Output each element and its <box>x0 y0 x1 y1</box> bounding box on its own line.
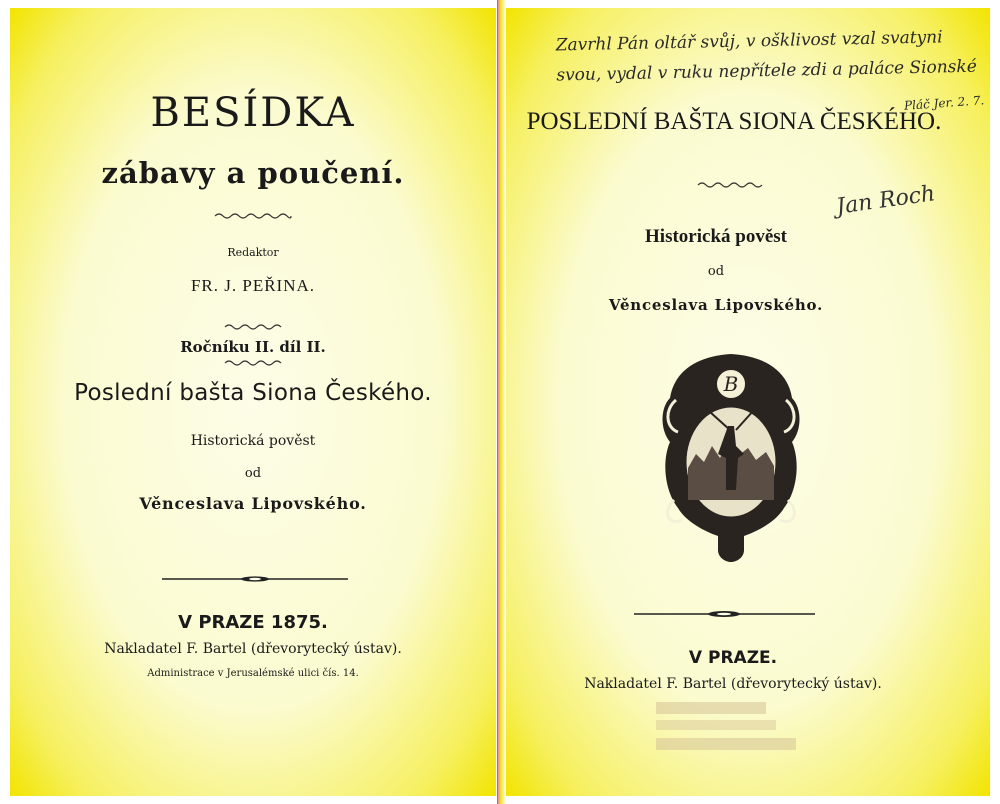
left-title-page <box>10 8 496 796</box>
wave-ornament-1 <box>213 211 293 221</box>
book-genre: Historická pověst <box>645 226 787 247</box>
editor-label: Redaktor <box>227 246 279 259</box>
publisher-right: Nakladatel F. Bartel (dřevorytecký ústav). <box>584 676 882 692</box>
volume-info: Ročníku II. díl II. <box>180 338 326 356</box>
administration-address: Administrace v Jerusalémské ulici čís. 14. <box>147 668 359 679</box>
place-year: V PRAZE 1875. <box>178 612 328 633</box>
publisher-emblem <box>656 350 806 565</box>
publisher: Nakladatel F. Bartel (dřevorytecký ústav). <box>104 641 402 657</box>
handwritten-line-1: Zavrhl Pán oltář svůj, v ošklivost vzal svatyni <box>555 27 943 56</box>
work-genre: Historická pověst <box>190 433 316 449</box>
divider-ornament <box>160 574 350 584</box>
by-word: od <box>244 466 262 481</box>
book-title: POSLEDNÍ BAŠTA SIONA ČESKÉHO. <box>526 108 942 135</box>
place: V PRAZE. <box>688 648 778 668</box>
owner-signature: Jan Roch <box>834 181 937 220</box>
magazine-title: BESÍDKA <box>150 90 356 136</box>
handwritten-inscription <box>555 22 986 91</box>
wave-ornament-3 <box>223 358 283 368</box>
author-name-right: Věnceslava Lipovského. <box>608 296 824 314</box>
emblem-monogram: B <box>723 372 739 396</box>
handwritten-reference: Pláč Jer. 2. 7. <box>903 93 985 113</box>
wave-ornament-2 <box>223 322 283 332</box>
author-name: Věnceslava Lipovského. <box>139 494 367 513</box>
magazine-subtitle: zábavy a poučení. <box>101 156 405 190</box>
faded-library-stamp <box>656 702 796 750</box>
handwritten-line-2: svou, vydal v ruku nepřítele zdi a paláce Sionské <box>556 56 978 86</box>
wave-ornament-right <box>696 180 766 190</box>
right-title-page <box>506 8 990 796</box>
by-word-right: od <box>707 264 725 279</box>
divider-ornament-right <box>632 608 817 620</box>
editor-name: FR. J. PEŘINA. <box>190 276 316 295</box>
work-title: Poslední bašta Siona Českého. <box>74 380 432 406</box>
